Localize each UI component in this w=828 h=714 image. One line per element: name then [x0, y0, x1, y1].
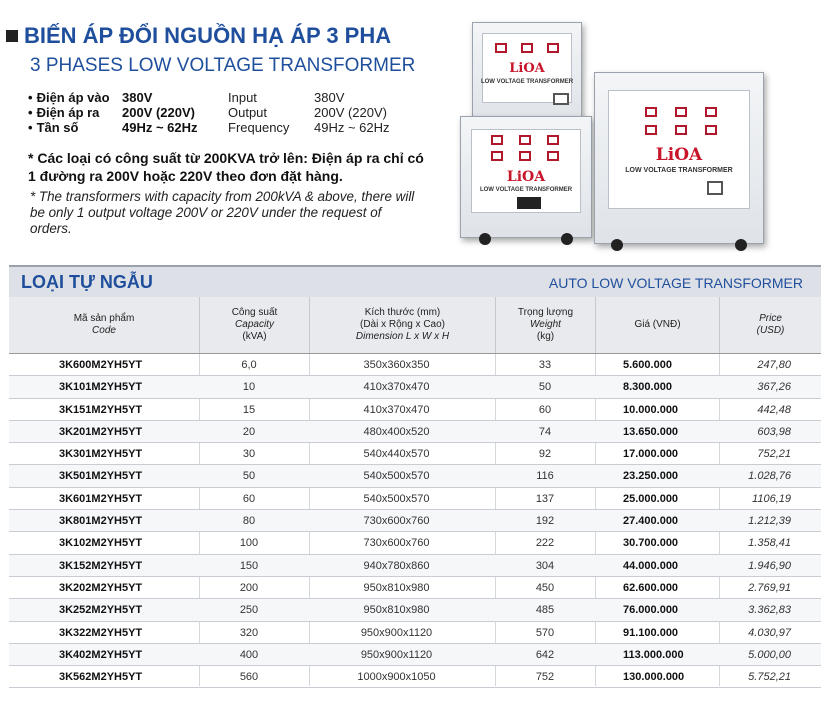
meter-icon [705, 125, 717, 135]
page-title [6, 23, 391, 49]
table-row [9, 644, 821, 666]
table-row [9, 443, 821, 465]
wheel-icon [735, 239, 747, 251]
meter-icon [519, 151, 531, 161]
spec-label: • Điện áp vào [28, 90, 122, 105]
spec-label: Input [228, 90, 257, 105]
spec-value: 200V (220V) [122, 105, 195, 120]
capacity-value: 20 [242, 425, 256, 438]
brand-logo: LiOA [506, 169, 546, 185]
spec-row [28, 105, 198, 120]
product-label: LOW VOLTAGE TRANSFORMER [479, 187, 573, 193]
capacity-value: 80 [242, 515, 256, 528]
dimension-value: 480x400x520 [363, 425, 430, 438]
product-code: 3K301M2YH5YT [59, 448, 143, 461]
spec-label: • Tần số [28, 120, 122, 135]
capacity-value: 15 [242, 403, 256, 416]
dimension-value: 730x600x760 [363, 537, 430, 550]
dimension-value: 540x500x570 [363, 492, 430, 505]
price-vnd-value: 17.000.000 [623, 448, 679, 461]
spec-row [228, 120, 390, 135]
capacity-value: 30 [242, 448, 256, 461]
dimension-value: 410x370x470 [363, 403, 430, 416]
transformer-unit-medium [460, 116, 592, 238]
weight-value: 450 [535, 581, 555, 594]
col-label: Trọng lượng [517, 307, 574, 318]
product-code: 3K322M2YH5YT [59, 626, 143, 639]
product-code: 3K601M2YH5YT [59, 492, 143, 505]
specs-english [228, 90, 390, 135]
wheel-icon [479, 233, 491, 245]
table-row [9, 666, 821, 688]
table-row [9, 376, 821, 398]
note-english: * The transformers with capacity from 200kVA & above, there will be only 1 output voltage 200V or 220V under the request of orders. [30, 189, 415, 236]
table-row [9, 532, 821, 554]
table-row [9, 399, 821, 421]
price-usd-value: 5.000,00 [748, 648, 791, 661]
product-code: 3K201M2YH5YT [59, 425, 143, 438]
price-vnd-value: 44.000.000 [623, 559, 679, 572]
capacity-value: 250 [239, 604, 259, 617]
price-vnd-value: 10.000.000 [623, 403, 679, 416]
capacity-value: 100 [239, 537, 259, 550]
brand-logo: LiOA [509, 61, 545, 76]
price-vnd-value: 62.600.000 [623, 581, 679, 594]
product-code: 3K202M2YH5YT [59, 581, 143, 594]
price-vnd-value: 30.700.000 [623, 537, 679, 550]
price-usd-value: 3.362,83 [748, 604, 791, 617]
meter-icon [547, 135, 559, 145]
product-code: 3K562M2YH5YT [59, 671, 143, 684]
display-icon [517, 197, 541, 209]
spec-row [228, 105, 390, 120]
price-usd-value: 603,98 [757, 425, 791, 438]
dimension-value: 950x810x980 [363, 604, 430, 617]
spec-row [228, 90, 390, 105]
dimension-value: 940x780x860 [363, 559, 430, 572]
meter-icon [645, 107, 657, 117]
weight-value: 116 [536, 470, 554, 483]
dimension-value: 950x900x1120 [360, 648, 433, 661]
col-unit: (kg) [536, 331, 555, 342]
weight-value: 304 [535, 559, 555, 572]
weight-value: 137 [535, 492, 555, 505]
spec-row [28, 90, 198, 105]
weight-value: 222 [535, 537, 555, 550]
table-row [9, 510, 821, 532]
price-vnd-value: 5.600.000 [623, 359, 672, 371]
brand-logo: LiOA [655, 145, 703, 165]
price-usd-value: 4.030,97 [748, 626, 791, 639]
weight-value: 92 [538, 448, 552, 461]
meter-icon [521, 43, 533, 53]
weight-value: 642 [535, 648, 555, 661]
spec-label: Frequency [228, 120, 290, 135]
page-subtitle: 3 PHASES LOW VOLTAGE TRANSFORMER [30, 55, 416, 76]
product-image [452, 18, 820, 248]
wheel-icon [611, 239, 623, 251]
breaker-icon [553, 93, 569, 105]
capacity-value: 200 [239, 581, 259, 594]
price-usd-value: 367,26 [757, 381, 791, 394]
capacity-value: 50 [242, 470, 256, 483]
price-usd-value: 1.358,41 [748, 537, 791, 550]
price-usd-value: 442,48 [757, 403, 791, 416]
note-vietnamese: * Các loại có công suất từ 200KVA trở lên: Điện áp ra chỉ có 1 đường ra 200V hoặc 220V theo đơn đặt hàng. [28, 150, 424, 184]
spec-value: 49Hz ~ 62Hz [314, 120, 390, 135]
price-vnd-value: 113.000.000 [623, 648, 684, 661]
meter-icon [547, 43, 559, 53]
price-usd-value: 2.769,91 [748, 581, 791, 594]
spec-value: 49Hz ~ 62Hz [122, 120, 198, 135]
price-usd-value: 1.946,90 [748, 559, 791, 572]
product-code: 3K101M2YH5YT [59, 381, 143, 394]
price-vnd-value: 76.000.000 [623, 604, 679, 617]
table-row [9, 577, 821, 599]
table-row [9, 354, 821, 376]
table-row [9, 599, 821, 621]
price-usd-value: 5.752,21 [748, 671, 791, 684]
dimension-value: 950x900x1120 [360, 626, 433, 639]
wheel-icon [561, 233, 573, 245]
price-usd-value: 752,21 [757, 448, 791, 461]
meter-icon [547, 151, 559, 161]
meter-icon [491, 135, 503, 145]
col-unit: (USD) [756, 325, 785, 336]
dimension-value: 540x440x570 [363, 448, 430, 461]
weight-value: 752 [535, 671, 555, 684]
capacity-value: 6,0 [241, 359, 257, 371]
product-code: 3K152M2YH5YT [59, 559, 143, 572]
col-price-vnd [595, 297, 719, 353]
dimension-value: 730x600x760 [363, 515, 430, 528]
spec-value: 380V [122, 90, 153, 105]
table-body [9, 354, 821, 688]
spec-label: Output [228, 105, 268, 120]
capacity-value: 60 [242, 492, 256, 505]
product-code: 3K252M2YH5YT [59, 604, 143, 617]
product-code: 3K501M2YH5YT [59, 470, 143, 483]
price-vnd-value: 130.000.000 [623, 671, 685, 684]
dimension-value: 950x810x980 [363, 581, 430, 594]
col-dimension [309, 297, 495, 353]
price-vnd-value: 8.300.000 [623, 381, 672, 394]
weight-value: 74 [538, 425, 552, 438]
product-label: LOW VOLTAGE TRANSFORMER [625, 167, 733, 174]
product-code: 3K151M2YH5YT [59, 403, 143, 416]
col-label-en: Dimension L x W x H [355, 331, 450, 342]
meter-icon [675, 107, 687, 117]
capacity-value: 560 [239, 671, 259, 684]
transformer-unit-large [594, 72, 764, 244]
product-code: 3K801M2YH5YT [59, 515, 143, 528]
col-capacity [199, 297, 309, 353]
price-usd-value: 1.212,39 [748, 515, 791, 528]
dimension-value: 540x500x570 [363, 470, 430, 483]
table-row [9, 555, 821, 577]
col-label-en: Price [759, 313, 782, 324]
capacity-value: 320 [239, 626, 259, 639]
capacity-value: 10 [242, 381, 256, 394]
table-title-en: AUTO LOW VOLTAGE TRANSFORMER [548, 275, 803, 291]
col-label: Mã sản phẩm [73, 313, 135, 324]
col-unit: (kVA) [242, 331, 267, 342]
title-text: BIẾN ÁP ĐỔI NGUỒN HẠ ÁP 3 PHA [24, 23, 392, 48]
weight-value: 50 [538, 381, 552, 394]
col-label: Công suất [231, 307, 278, 318]
spec-value: 200V (220V) [314, 105, 387, 120]
price-vnd-value: 91.100.000 [623, 626, 679, 639]
table-row [9, 488, 821, 510]
dimension-value: 350x360x350 [363, 359, 430, 371]
product-code: 3K600M2YH5YT [59, 359, 143, 371]
price-vnd-value: 25.000.000 [623, 492, 679, 505]
weight-value: 192 [535, 515, 555, 528]
col-code [9, 297, 199, 353]
price-usd-value: 1.028,76 [748, 470, 791, 483]
col-label-sub: (Dài x Rộng x Cao) [359, 319, 446, 330]
price-usd-value: 247,80 [757, 359, 791, 371]
table-title-vn: LOẠI TỰ NGẪU [21, 272, 153, 292]
table-row [9, 465, 821, 487]
meter-icon [675, 125, 687, 135]
table-column-headers [9, 297, 821, 354]
dimension-value: 410x370x470 [363, 381, 430, 394]
col-weight [495, 297, 595, 353]
dimension-value: 1000x900x1050 [357, 671, 436, 684]
price-usd-value: 1106,19 [752, 492, 791, 505]
capacity-value: 150 [239, 559, 259, 572]
price-vnd-value: 23.250.000 [623, 470, 679, 483]
table-row [9, 421, 821, 443]
table-header-bar [9, 265, 821, 297]
meter-icon [645, 125, 657, 135]
weight-value: 485 [535, 604, 555, 617]
spec-value: 380V [314, 90, 345, 105]
col-label-en: Code [92, 325, 116, 336]
breaker-icon [707, 181, 723, 195]
weight-value: 570 [535, 626, 555, 639]
col-label-en: Capacity [235, 319, 274, 330]
price-vnd-value: 27.400.000 [623, 515, 679, 528]
spec-row [28, 120, 198, 135]
transformer-unit-small [472, 22, 582, 124]
weight-value: 33 [538, 359, 552, 371]
spec-label: • Điện áp ra [28, 105, 122, 120]
meter-icon [519, 135, 531, 145]
meter-icon [491, 151, 503, 161]
table-row [9, 622, 821, 644]
product-code: 3K402M2YH5YT [59, 648, 143, 661]
specs-vietnamese [28, 90, 198, 135]
col-label: Giá (VNĐ) [634, 319, 681, 330]
product-label: LOW VOLTAGE TRANSFORMER [480, 79, 574, 85]
weight-value: 60 [538, 403, 552, 416]
bullet-square-icon [6, 30, 18, 42]
meter-icon [705, 107, 717, 117]
col-label: Kích thước (mm) [364, 307, 441, 318]
product-code: 3K102M2YH5YT [59, 537, 143, 550]
meter-icon [495, 43, 507, 53]
price-vnd-value: 13.650.000 [623, 425, 679, 438]
col-price-usd [719, 297, 821, 353]
capacity-value: 400 [239, 648, 259, 661]
col-label-en: Weight [530, 319, 561, 330]
